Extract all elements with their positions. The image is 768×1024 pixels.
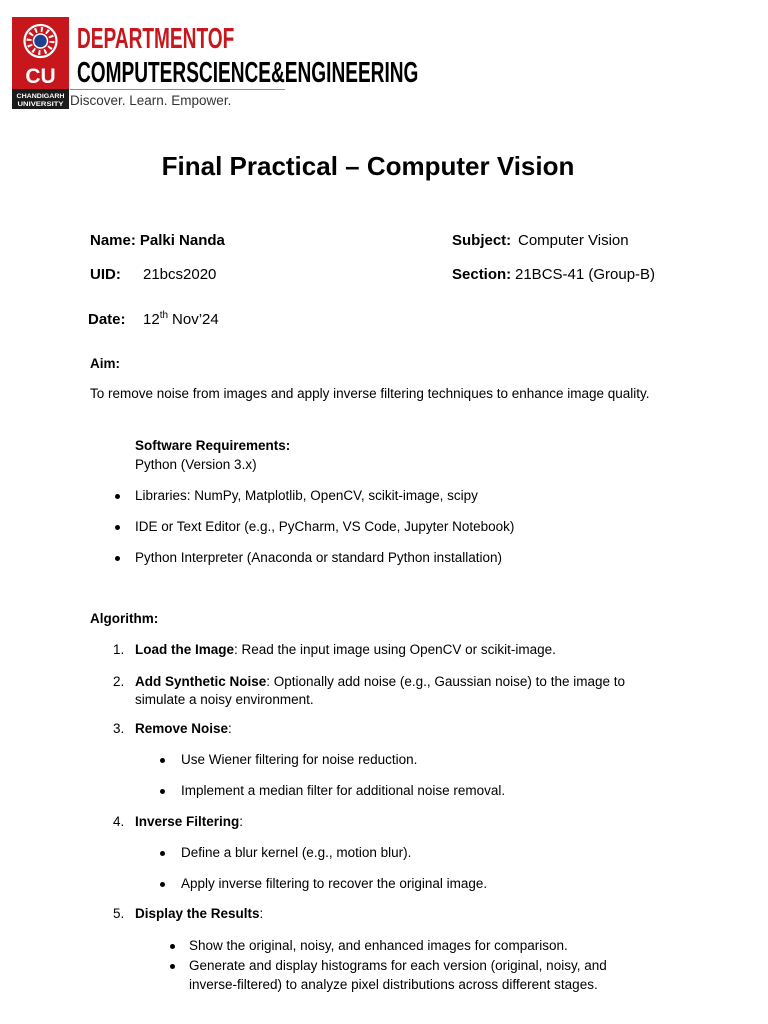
algorithm-step (113, 814, 243, 830)
bullet-icon (160, 758, 165, 763)
python-version: Python (Version 3.x) (135, 457, 257, 472)
date-label: Date: (88, 311, 126, 328)
step-description: : (228, 721, 232, 736)
step-sub-item-text: Apply inverse filtering to recover the original image. (181, 876, 488, 891)
bullet-icon (160, 789, 165, 794)
step-description: : Optionally add noise (e.g., Gaussian noise) to the image to (266, 674, 625, 689)
software-requirement-item (135, 519, 514, 535)
date-month-year: Nov’24 (172, 311, 219, 328)
section-value: 21BCS-41 (Group-B) (515, 266, 656, 283)
uid-label: UID: (90, 266, 121, 283)
step-sub-item-text: Define a blur kernel (e.g., motion blur). (181, 845, 412, 860)
name-value: Palki Nanda (139, 232, 225, 249)
logo-name-line1: CHANDIGARH (16, 93, 65, 100)
logo-mark-text: CU (25, 65, 56, 88)
step-title: Remove Noise (135, 721, 229, 736)
logo-name-line2: UNIVERSITY (17, 101, 65, 108)
software-requirement-text: Libraries: NumPy, Matplotlib, OpenCV, scikit-image, scipy (135, 488, 478, 503)
algorithm-step (113, 721, 232, 737)
step-title: Load the Image (135, 642, 235, 657)
name-label: Name: (90, 232, 136, 249)
software-requirement-item (135, 550, 502, 566)
department-title-line1: DEPARTMENTOF (77, 23, 235, 55)
bullet-icon (160, 882, 165, 887)
algorithm-heading: Algorithm: (90, 611, 159, 626)
bullet-icon (115, 494, 120, 499)
step-number: 3. (113, 721, 125, 736)
aim-text: To remove noise from images and apply inverse filtering techniques to enhance image quality. (90, 386, 650, 401)
uid-value: 21bcs2020 (143, 266, 217, 283)
bullet-icon (160, 851, 165, 856)
step-sub-item (181, 752, 417, 768)
step-number: 1. (113, 642, 125, 657)
algorithm-step (113, 674, 625, 690)
software-requirement-text: IDE or Text Editor (e.g., PyCharm, VS Code, Jupyter Notebook) (135, 519, 515, 534)
section-label: Section: (452, 266, 512, 283)
algorithm-step (113, 906, 263, 922)
step-sub-item-text: Generate and display histograms for each version (original, noisy, and (189, 958, 607, 973)
step-description: : (259, 906, 264, 921)
header-divider (70, 89, 285, 90)
subject-label: Subject: (452, 232, 512, 249)
software-requirement-text: Python Interpreter (Anaconda or standard Python installation) (135, 550, 502, 565)
step-number: 2. (113, 674, 125, 689)
step-sub-item (181, 845, 411, 861)
step-title: Display the Results (135, 906, 260, 921)
bullet-icon (115, 556, 120, 561)
document-title: Final Practical – Computer Vision (161, 151, 575, 181)
software-requirement-item (135, 488, 478, 504)
step-number: 4. (113, 814, 125, 829)
step-title: Add Synthetic Noise (135, 674, 267, 689)
step-number: 5. (113, 906, 125, 921)
date-day: 12 (143, 311, 160, 328)
step-sub-item (181, 876, 487, 892)
bullet-icon (170, 944, 175, 949)
step-sub-item (181, 783, 505, 799)
step-sub-item-text: Use Wiener filtering for noise reduction. (181, 752, 418, 767)
date-day-suffix: th (159, 310, 169, 321)
software-requirements-heading: Software Requirements: (135, 438, 291, 453)
step-description: : (239, 814, 244, 829)
bullet-icon (115, 525, 120, 530)
step-sub-item (189, 938, 568, 954)
aim-heading: Aim: (90, 356, 120, 371)
step-description-continued: simulate a noisy environment. (135, 692, 314, 707)
step-sub-item-text: Show the original, noisy, and enhanced images for comparison. (189, 938, 568, 953)
subject-value: Computer Vision (518, 232, 629, 249)
algorithm-step (113, 642, 556, 658)
university-logo (12, 17, 69, 109)
bullet-icon (170, 964, 175, 969)
student-name-row (90, 232, 225, 250)
department-title-line2: COMPUTERSCIENCE&ENGINEERING (77, 57, 419, 89)
step-title: Inverse Filtering (135, 814, 240, 829)
step-sub-item (189, 958, 607, 974)
step-sub-item-text: Implement a median filter for additional noise removal. (181, 783, 506, 798)
date-value (143, 311, 219, 331)
step-description: : Read the input image using OpenCV or scikit-image. (234, 642, 556, 657)
step-sub-item-text-continued: inverse-filtered) to analyze pixel distributions across different stages. (189, 977, 598, 992)
university-tagline: Discover. Learn. Empower. (70, 93, 232, 108)
